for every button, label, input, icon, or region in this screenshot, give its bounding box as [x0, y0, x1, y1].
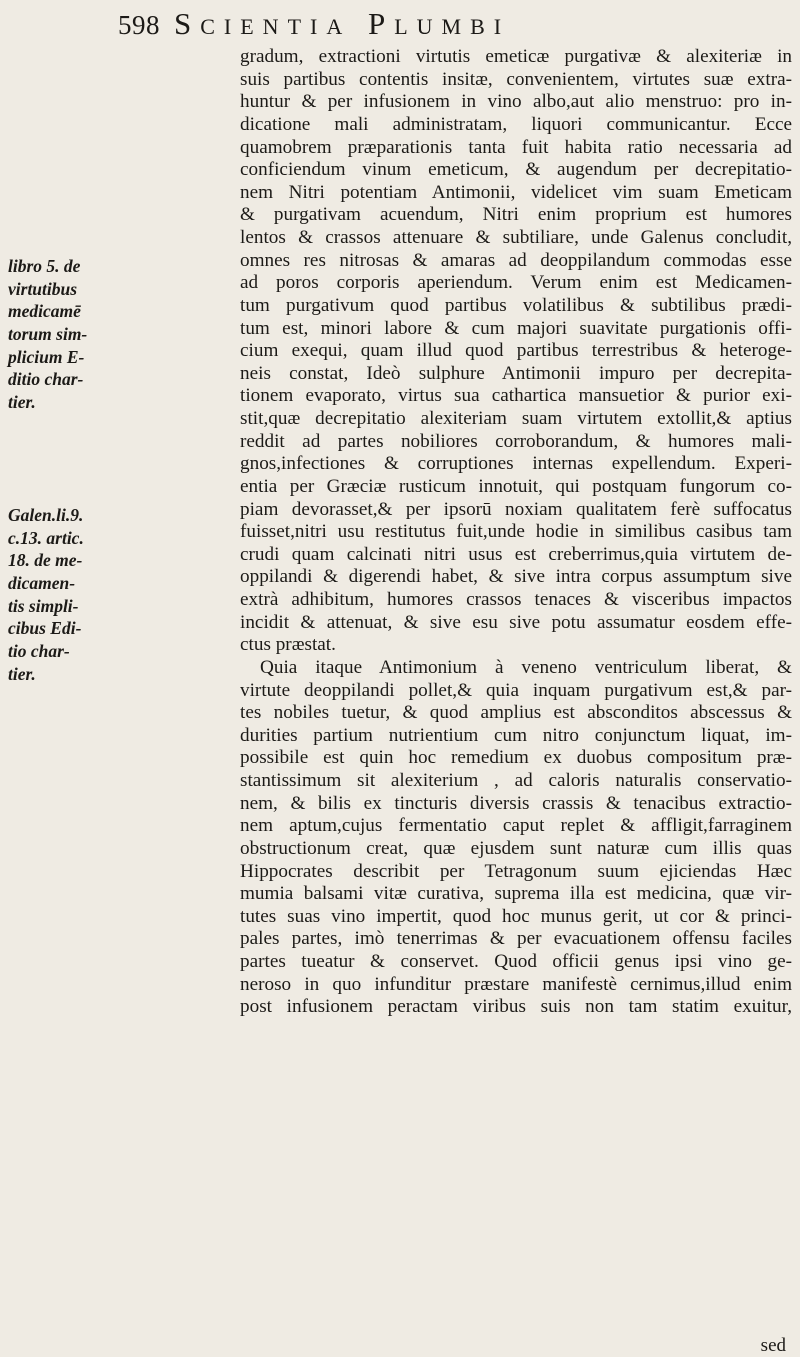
text-line: pales partes, imò tenerrimas & per evacuationem offensu faciles: [240, 928, 792, 950]
text-line: virtute deoppilandi pollet,& quia inquam purgativum est,& par-: [240, 679, 792, 701]
margin-note: tier.: [8, 392, 36, 412]
text-line: entia per Græciæ rusticum innotuit, qui postquam fungorum co-: [240, 475, 792, 497]
margin-note: Galen.li.9.: [8, 505, 84, 525]
text-line: partes tueatur & conservet. Quod officii genus ipsi vino ge-: [240, 951, 792, 972]
margin-note: c.13. artic.: [8, 528, 84, 548]
text-line: suis partibus contentis insitæ, convenientem, virtutes suæ extra-: [240, 68, 792, 90]
margin-note: tier.: [8, 664, 36, 684]
text-line: tutes suas vino impertit, quod hoc munus gerit, ut cor & princi-: [240, 905, 792, 927]
text-line: conficiendum vinum emeticum, & augendum per decrepitatio-: [240, 159, 792, 181]
text-line: tionem evaporato, virtus sua cathartica mansuetior & purior exi-: [240, 385, 792, 407]
margin-note: cibus Edi-: [8, 618, 82, 638]
page-number: 598: [118, 10, 160, 40]
text-line: possibile est quin hoc remedium ex duobus compositum præ-: [240, 747, 792, 769]
text-line: dicatione mali administratam, liquori communicantur. Ecce: [240, 113, 792, 135]
margin-note: ditio char-: [8, 369, 84, 389]
text-line: omnes res nitrosas & amaras ad deoppilandum commodas esse: [240, 249, 792, 271]
text-line: incidit & attenuat, & sive esu sive potu assumatur eosdem effe-: [240, 611, 792, 633]
margin-note: tio char-: [8, 641, 70, 661]
margin-note: medicamē: [8, 301, 81, 321]
text-line: ad poros corporis aperiendum. Verum enim est Medicamen-: [240, 272, 792, 294]
text-line: & purgativam acuendum, Nitri enim proprium est humores: [240, 204, 792, 226]
text-line: crudi quam calcinati nitri usus est creberrimus,quia virtutem de-: [240, 543, 792, 565]
text-line: cium exequi, quam illud quod partibus terrestribus & heteroge-: [240, 340, 792, 362]
text-line: neis constat, Ideò sulphure Antimonii impuro per decrepita-: [240, 362, 792, 384]
text-line: obstructionum creat, quæ ejusdem sunt naturæ cum illis quas: [240, 837, 792, 859]
margin-note: dicamen-: [8, 573, 76, 593]
text-line: reddit ad partes nobiliores corroborandum, & humores mali-: [240, 430, 792, 452]
text-line: quamobrem præparationis tanta fuit habita ratio necessaria ad: [240, 136, 792, 158]
text-line: gnos,infectiones & corruptiones internas expellendum. Experi-: [240, 453, 792, 475]
text-line: huntur & per infusionem in vino albo,aut alio menstruo: pro in-: [240, 91, 792, 113]
margin-note: libro 5. de: [8, 256, 81, 276]
text-line: nem aptum,cujus fermentatio caput replet & affligit,farraginem: [240, 815, 792, 837]
text-line: nem Nitri potentiam Antimonii, videlicet vim suam Emeticam: [240, 181, 792, 203]
text-line: tum est, minori labore & cum majori suavitate purgationis offi-: [240, 317, 792, 339]
text-line: stit,quæ decrepitatio alexiteriam suam virtutem extollit,& aptius: [240, 408, 792, 429]
margin-note: tis simpli-: [8, 596, 79, 616]
text-line: durities partium nutrientium cum nitro conjunctum liquat, im-: [240, 724, 792, 746]
margin-note: plicium E-: [8, 347, 85, 367]
text-line: post infusionem peractam viribus suis non tam statim exuitur,: [240, 996, 792, 1018]
body-text: [240, 46, 792, 1019]
margin-note: 18. de me-: [8, 550, 83, 570]
text-line: tum purgativum quod partibus volatilibus & subtilibus prædi-: [240, 294, 792, 316]
margin-note: torum sim-: [8, 324, 88, 344]
text-line: lentos & crassos attenuare & subtiliare, unde Galenus concludit,: [240, 227, 792, 248]
catchword: sed: [760, 1335, 786, 1356]
text-line: neroso in quo infunditur præstare manifestè cernimus,illud enim: [240, 973, 792, 995]
text-line: stantissimum sit alexiterium , ad caloris naturalis conservatio-: [240, 770, 792, 791]
text-line: gradum, extractioni virtutis emeticæ purgativæ & alexiteriæ in: [240, 46, 792, 67]
text-line: tes nobiles tuetur, & quod amplius est absconditos abscessus &: [240, 702, 792, 724]
text-line: piam devorasset,& per ipsorū noxiam qualitatem ferè suffocatus: [240, 498, 792, 520]
text-line: extrà adhibitum, humores crassos tenaces & visceribus impactos: [240, 589, 792, 610]
margin-notes: [0, 0, 240, 1356]
margin-note: virtutibus: [8, 279, 78, 299]
running-title: Scientia Plumbi: [174, 6, 511, 41]
text-line: fuisset,nitri usu restitutus fuit,unde hodie in similibus casibus tam: [240, 521, 792, 543]
text-line: ctus præstat.: [240, 634, 336, 656]
text-line: mumia balsami vitæ curativa, suprema illa est medicina, quæ vir-: [240, 883, 792, 905]
text-line: nem, & bilis ex tincturis diversis crassis & tenacibus extractio-: [240, 792, 792, 814]
text-line: oppilandi & digerendi habet, & sive intra corpus assumptum sive: [240, 566, 792, 588]
text-line: Quia itaque Antimonium à veneno ventriculum liberat, &: [260, 656, 792, 678]
text-line: Hippocrates describit per Tetragonum suum ejiciendas Hæc: [240, 860, 792, 882]
